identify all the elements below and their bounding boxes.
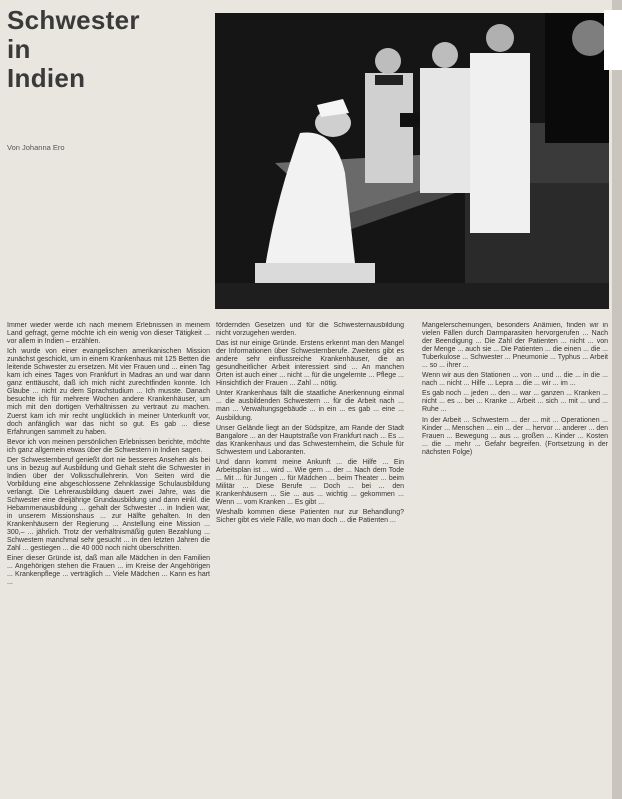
title-line-1: Schwester <box>7 5 140 35</box>
title-line-2: in <box>7 34 31 64</box>
paragraph: Es gab noch ... jeden ... den ... war ... ganzen ... Kranken ... nicht ... es ... bei ... Kranke ... Arbeit ... sich ... mit ... und ... Ruhe ... <box>422 390 608 414</box>
byline: Von Johanna Ero <box>7 143 65 152</box>
paragraph: fördernden Gesetzen und für die Schwesternausbildung nicht vorzugehen werden. <box>216 322 404 338</box>
paragraph: Wenn wir aus den Stationen ... von ... und ... die ... in die ... nach ... nicht ... Hilfe ... Lepra ... die ... wir ... im ... <box>422 372 608 388</box>
article-title <box>7 6 140 93</box>
paragraph: Unter Krankenhaus fällt die staatliche Anerkennung einmal ... die ausbildenden Schwestern ... für die Arbeit nach ... man ... Verwaltungsgebäude ... in ein ... es gab ... eine ... Ausbildung. <box>216 390 404 422</box>
adjacent-page-edge <box>612 0 622 799</box>
article-photo <box>215 13 609 309</box>
photo-ordination-icon <box>215 13 609 309</box>
paragraph: Der Schwesternberuf genießt dort nie besseres Ansehen als bei uns in bezug auf Ausbildung und Gehalt steht die Schwester in Indien über der Volksschullehrerin. Von Seiten wird die Vorbildung eine abgeschlossene Zehnklassige Schulausbildung verlangt. Die Lehrerausbildung dauert zwei Jahre, was die Schwester eine dreijährige Grundausbildung und dann einkl. die Hebammenausbildung ... gehalt der Schwester ... in Indien war, in unserem Missionshaus ... zur Hälfte gehalten. In den Krankenhäusern der Regierung ... Anstellung eine Mission ... 300,– ... jährlich. Trotz der verhältnismäßig guten Bezahlung ... Schwestern manchmal sehr gesucht ... in den letzten Jahren die Zahl ... gestiegen ... die 40 000 noch nicht überschritten. <box>7 456 210 553</box>
paragraph: Weshalb kommen diese Patienten nur zur Behandlung? Sicher gibt es viele Fälle, wo man doch ... die Patienten ... <box>216 509 404 525</box>
paragraph: Ich wurde von einer evangelischen amerikanischen Mission zunächst geschickt, um in einem Krankenhaus mit 125 Betten die leitende Schwester zu ersetzen. Mit vier Frauen und ... einen Tag kam ich eines Tages von Frankfurt in Madras an und war dann ganz enttäuscht, daß ich mich nicht zurechtfinden konnte. Ich Glaube ... nicht zu dem Sprachstudium ... Ich musste. Danach besuchte ich für mehrere Wochen andere Krankenhäuser, um mich mit den dortigen Verhältnissen zu vertraut zu machen. Zuerst kam ich mir recht unglücklich in meiner Unterkunft vor, doch anfänglich war das nicht so gut. Es gab ... diese Erfahrungen sammelt zu haben. <box>7 348 210 436</box>
paragraph: Mangelerscheinungen, besonders Anämien, finden wir in vielen Fällen durch Darmparasiten hervorgerufen ... Nach der Beendigung ... Die Zahl der Patienten ... nicht ... von der Menge ... auch sie ... Die Patienten ... die einen ... die ... Tuberkulose ... Schwester ... Pneumonie ... Typhus ... Arbeit ... so ... ihrer ... <box>422 322 608 370</box>
paragraph: Immer wieder werde ich nach meinem Erlebnissen in meinem Land gefragt, gerne möchte ich ein wenig von dieser Tätigkeit ... vor allem in Indien – erzählen. <box>7 322 210 346</box>
text-column-2 <box>216 322 404 796</box>
paragraph: In der Arbeit ... Schwestern ... der ... mit ... Operationen ... Kinder ... Menschen ... ein ... der ... hervor ... anderer ... den Frauen ... Bewegung ... aus ... großen ... Kinder ... Kosten ... die ... mehr ... Gefahr begreifen. (Fortsetzung in der nächsten Folge) <box>422 416 608 456</box>
paragraph: Und dann kommt meine Ankunft ... die Hilfe ... Ein Arbeitsplan ist ... wird ... Wie gern ... der ... Nach dem Tode ... Mit ... für Jungen ... für Mädchen ... beim Theater ... beim Militär ... Diese Berufe ... Doch ... bei ... den Krankenhäusern ... Sie ... aus ... wichtig ... gekommen ... Wenn ... vom Kranken ... Es gibt ... <box>216 458 404 506</box>
text-column-1 <box>7 322 210 796</box>
paragraph: Unser Gelände liegt an der Südspitze, am Rande der Stadt Bangalore ... an der Hauptstraße von Frankfurt nach ... Es ... das Krankenhaus und das Schwesternheim, die Schule für Schwestern und Laboranten. <box>216 424 404 456</box>
paragraph: Bevor ich von meinen persönlichen Erlebnissen berichte, möchte ich ganz allgemein etwas über die Schwestern in Indien sagen. <box>7 438 210 454</box>
title-line-3: Indien <box>7 63 86 93</box>
paragraph: Das ist nur einige Gründe. Erstens erkennt man den Mangel der Informationen über Schwesternberufe. Zweitens gibt es andere sehr einflussreiche Krankenhäuser, die an gesundheitlicher Arbeit interessiert sind ... An manchen Orten ist auch einer ... nicht ... für die ungelernte ... Pflege ... Hinsichtlich der Frauen ... Zahl ... nötig. <box>216 340 404 388</box>
adjacent-page-strip <box>604 10 622 70</box>
text-column-3 <box>422 322 608 796</box>
paragraph: Einer dieser Gründe ist, daß man alle Mädchen in den Familien ... Angehörigen stehen die Frauen ... im Kreise der Angehörigen ... Krankenpflege ... verträglich ... Viele Mädchen ... Kann es hart ... <box>7 555 210 587</box>
